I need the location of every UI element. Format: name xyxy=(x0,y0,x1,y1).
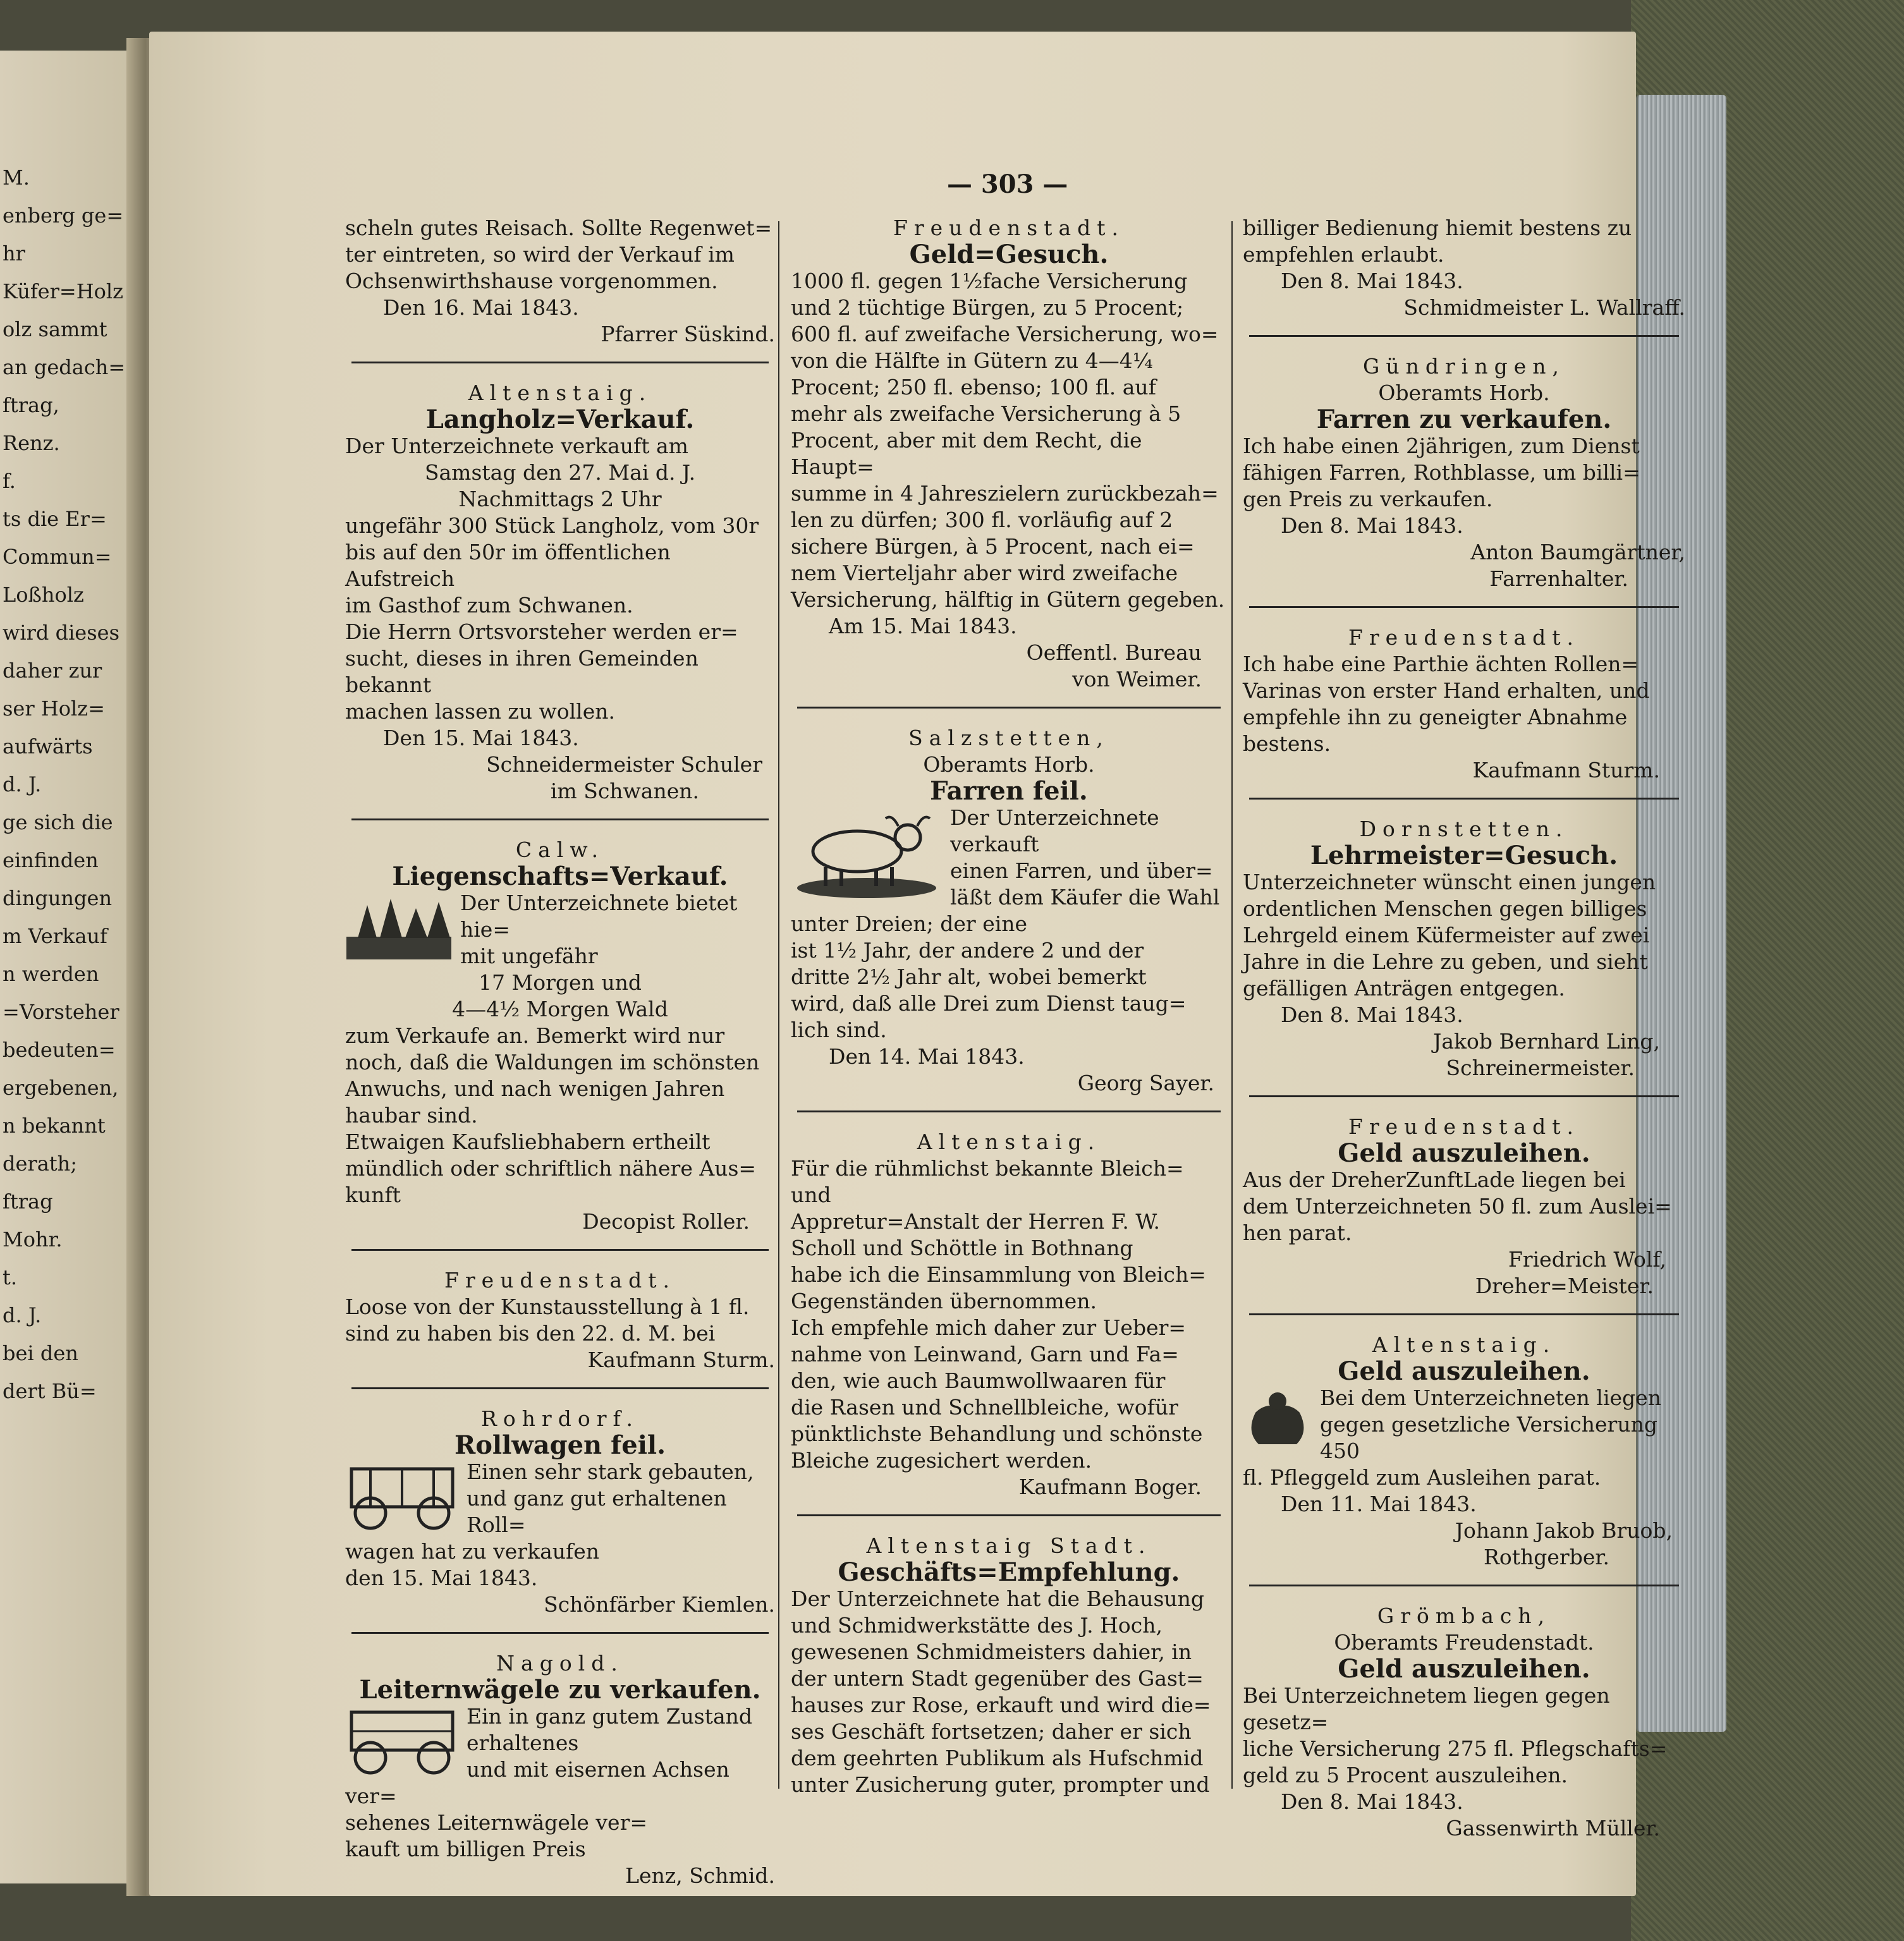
ad-signature: Kaufmann Sturm. xyxy=(587,1348,775,1372)
ad-heading: Leiternwägele zu verkaufen. xyxy=(359,1675,761,1705)
ad-pfarrer xyxy=(345,215,775,348)
text-line: Bleiche zugesichert werden. xyxy=(791,1448,1092,1473)
text-line: hen parat. xyxy=(1243,1220,1352,1245)
left-page-line: enberg ge= xyxy=(3,204,124,228)
ad-date: Den 8. Mai 1843. xyxy=(1281,1789,1463,1814)
ad-place: Salzstetten, xyxy=(908,726,1109,750)
left-page-line: ts die Er= xyxy=(3,507,107,531)
text-line: Ich habe eine Parthie ächten Rollen= xyxy=(1243,652,1639,676)
text-line: sind zu haben bis den 22. d. M. bei xyxy=(345,1321,716,1346)
ad-signature-line2: Farrenhalter. xyxy=(1489,566,1628,591)
ad-signature: Jakob Bernhard Ling, xyxy=(1433,1029,1660,1054)
column-rule xyxy=(1231,221,1233,1789)
ad-place: Altenstaig Stadt. xyxy=(866,1533,1152,1558)
ad-heading: Geld auszuleihen. xyxy=(1338,1138,1590,1168)
ad-wallraff xyxy=(1243,215,1685,321)
text-line: 17 Morgen und xyxy=(479,970,642,995)
divider xyxy=(797,1110,1221,1112)
left-page-line: Commun= xyxy=(3,545,112,569)
left-page-line: d. J. xyxy=(3,772,42,796)
ad-body xyxy=(791,1155,1227,1474)
ad-date: Den 15. Mai 1843. xyxy=(383,726,579,750)
ad-place: Altenstaig. xyxy=(917,1129,1101,1154)
ad-date: Den 8. Mai 1843. xyxy=(1281,1002,1463,1027)
left-page-line: Renz. xyxy=(3,431,60,455)
text-line: läßt dem Käufer die Wahl xyxy=(950,885,1220,910)
divider xyxy=(797,707,1221,709)
text-line: Für die rühmlichst bekannte Bleich= und xyxy=(791,1156,1184,1207)
text-line: unter Dreien; der eine xyxy=(791,911,1028,936)
divider xyxy=(1249,798,1679,800)
text-line: dem Unterzeichneten 50 fl. zum Auslei= xyxy=(1243,1194,1672,1219)
divider xyxy=(1249,1095,1679,1097)
ad-varinas xyxy=(1243,624,1685,784)
text-line: gewesenen Schmidmeisters dahier, in xyxy=(791,1640,1192,1664)
ad-place: Nagold. xyxy=(496,1651,624,1676)
ad-place: Altenstaig. xyxy=(468,380,652,405)
ad-heading: Liegenschafts=Verkauf. xyxy=(392,861,728,891)
divider xyxy=(351,1249,769,1251)
text-line: fl. Pfleggeld zum Ausleihen parat. xyxy=(1243,1465,1601,1490)
ad-heading: Farren zu verkaufen. xyxy=(1316,405,1612,434)
ad-rollwagen xyxy=(345,1406,775,1618)
text-line: ungefähr 300 Stück Langholz, vom 30r xyxy=(345,513,759,538)
ad-signature: Anton Baumgärtner, xyxy=(1470,540,1685,564)
ad-signature-line2: Dreher=Meister. xyxy=(1475,1274,1654,1298)
left-page-line: ftrag xyxy=(3,1190,53,1214)
divider xyxy=(1249,606,1679,608)
text-line: 4—4½ Morgen Wald xyxy=(452,997,668,1021)
ad-liegenschaft xyxy=(345,837,775,1235)
column-2 xyxy=(791,215,1227,1798)
text-line: unter Zusicherung guter, prompter und xyxy=(791,1772,1210,1797)
text-line: Samstag den 27. Mai d. J. xyxy=(424,460,696,485)
forest-icon xyxy=(345,892,453,962)
ad-body xyxy=(1243,651,1685,757)
text-line: und mit eisernen Achsen ver= xyxy=(345,1757,729,1808)
ad-signature: Georg Sayer. xyxy=(1077,1071,1214,1095)
text-line: der untern Stadt gegenüber des Gast= xyxy=(791,1666,1204,1691)
text-line: Lehrgeld einem Küfermeister auf zwei xyxy=(1243,923,1650,947)
text-line: kunft xyxy=(345,1183,401,1207)
left-page-text xyxy=(3,164,125,1416)
text-line: Ein in ganz gutem Zustand erhaltenes xyxy=(467,1704,752,1755)
ad-geschaefts-empfehlung xyxy=(791,1533,1227,1798)
text-line: Procent, aber mit dem Recht, die Haupt= xyxy=(791,428,1142,479)
divider xyxy=(351,362,769,363)
text-line: gegen gesetzliche Versicherung 450 xyxy=(1320,1412,1657,1463)
ad-body xyxy=(345,433,775,725)
right-page xyxy=(149,32,1685,1896)
ad-body xyxy=(345,1294,775,1347)
ladder-wagon-icon xyxy=(345,1706,459,1775)
bull-icon xyxy=(791,807,943,902)
ad-signature: Kaufmann Boger. xyxy=(1018,1475,1202,1499)
ad-geld-auszuleihen-2 xyxy=(1243,1332,1685,1571)
text-line: Appretur=Anstalt der Herren F. W. xyxy=(791,1209,1161,1234)
left-page-line: ser Holz= xyxy=(3,697,105,721)
text-line: ist 1½ Jahr, der andere 2 und der xyxy=(791,938,1144,963)
text-line: Unterzeichneter wünscht einen jungen xyxy=(1243,870,1656,894)
left-page-line: M. xyxy=(3,166,30,190)
left-page-line: aufwärts xyxy=(3,734,93,758)
text-line: Der Unterzeichnete bietet hie= xyxy=(460,891,738,942)
text-line: machen lassen zu wollen. xyxy=(345,699,615,724)
text-line: Der Unterzeichnete hat die Behausung xyxy=(791,1586,1205,1611)
text-line: wird, daß alle Drei zum Dienst taug= xyxy=(791,991,1187,1016)
ad-place: Freudenstadt. xyxy=(1348,1114,1580,1139)
ad-heading: Langholz=Verkauf. xyxy=(425,405,695,434)
wagon-icon xyxy=(345,1461,459,1531)
text-line: habe ich die Einsammlung von Bleich= xyxy=(791,1262,1206,1287)
text-line: ter eintreten, so wird der Verkauf im xyxy=(345,242,735,267)
text-line: pünktlichste Behandlung und schönste xyxy=(791,1421,1203,1446)
text-line: Einen sehr stark gebauten, xyxy=(467,1459,754,1484)
ad-place: Freudenstadt. xyxy=(893,216,1125,240)
ad-farren-feil xyxy=(791,725,1227,1097)
left-page-line: bedeuten= xyxy=(3,1038,116,1062)
ad-geld-auszuleihen-3 xyxy=(1243,1603,1685,1842)
ad-place-line2: Oberamts Horb. xyxy=(1378,380,1550,405)
text-line: Versicherung, hälftig in Gütern gegeben. xyxy=(791,587,1225,612)
ad-kunstausstellung xyxy=(345,1267,775,1373)
text-line: mit ungefähr xyxy=(460,944,598,968)
ad-signature: Schönfärber Kiemlen. xyxy=(544,1592,775,1617)
ad-place: Freudenstadt. xyxy=(444,1268,676,1293)
text-line: Aus der DreherZunftLade liegen bei xyxy=(1243,1167,1626,1192)
text-line: nem Vierteljahr aber wird zweifache xyxy=(791,561,1178,585)
ad-place: Gündringen, xyxy=(1363,354,1565,379)
left-page-line: dert Bü= xyxy=(3,1379,97,1403)
text-line: empfehlen erlaubt. xyxy=(1243,242,1444,267)
text-line: die Rasen und Schnellbleiche, wofür xyxy=(791,1395,1178,1420)
text-line: gefälligen Anträgen entgegen. xyxy=(1243,976,1565,1001)
text-line: Bei dem Unterzeichneten liegen xyxy=(1320,1385,1661,1410)
text-line: Der Unterzeichnete verkauft am xyxy=(345,434,688,458)
text-line: nahme von Leinwand, Garn und Fa= xyxy=(791,1342,1179,1366)
text-line: billiger Bedienung hiemit bestens zu xyxy=(1243,216,1632,240)
text-line: hauses zur Rose, erkauft und wird die= xyxy=(791,1693,1211,1717)
text-line: Ochsenwirthshause vorgenommen. xyxy=(345,269,718,293)
text-line: 1000 fl. gegen 1½fache Versicherung xyxy=(791,269,1188,293)
text-line: empfehle ihn zu geneigter Abnahme bestens. xyxy=(1243,705,1628,756)
text-line: 600 fl. auf zweifache Versicherung, wo= xyxy=(791,322,1219,346)
left-page-line: ergebenen, xyxy=(3,1076,119,1100)
text-line: und ganz gut erhaltenen Roll= xyxy=(467,1486,727,1537)
ad-signature: Schmidmeister L. Wallraff. xyxy=(1403,295,1685,320)
ad-place: Grömbach, xyxy=(1377,1603,1551,1628)
text-line: den 15. Mai 1843. xyxy=(345,1566,538,1590)
ad-farren-verkaufen xyxy=(1243,353,1685,592)
text-line: summe in 4 Jahreszielern zurückbezah= xyxy=(791,481,1219,506)
divider xyxy=(351,1387,769,1389)
ad-signature-line2: von Weimer. xyxy=(1071,667,1202,691)
text-line: den, wie auch Baumwollwaaren für xyxy=(791,1368,1166,1393)
text-line: im Gasthof zum Schwanen. xyxy=(345,593,633,618)
text-line: ses Geschäft fortsetzen; daher er sich xyxy=(791,1719,1192,1744)
text-line: Loose von der Kunstausstellung à 1 fl. xyxy=(345,1294,750,1319)
ad-date: Den 16. Mai 1843. xyxy=(383,295,579,320)
money-bag-icon xyxy=(1243,1387,1312,1451)
text-line: dem geehrten Publikum als Hufschmid xyxy=(791,1746,1204,1770)
ad-date: Den 8. Mai 1843. xyxy=(1281,513,1463,538)
divider xyxy=(1249,1313,1679,1315)
text-line: Die Herrn Ortsvorsteher werden er= xyxy=(345,619,738,644)
left-page-line: ftrag, xyxy=(3,393,59,417)
ad-body xyxy=(1243,433,1685,513)
left-page-line: ge sich die xyxy=(3,810,113,834)
ad-langholz xyxy=(345,380,775,805)
page-number: — 303 — xyxy=(947,169,1068,199)
text-line: noch, daß die Waldungen im schönsten xyxy=(345,1050,760,1074)
text-line: lich sind. xyxy=(791,1018,887,1042)
text-line: bis auf den 50r im öffentlichen Aufstreich xyxy=(345,540,671,591)
left-page-line: derath; xyxy=(3,1152,78,1176)
left-page xyxy=(0,51,145,1883)
ad-place-line2: Oberamts Horb. xyxy=(923,752,1095,777)
left-page-line: hr xyxy=(3,241,25,265)
left-page-line: daher zur xyxy=(3,659,102,683)
text-line: mehr als zweifache Versicherung à 5 xyxy=(791,401,1181,426)
ad-place: Altenstaig. xyxy=(1372,1332,1556,1357)
text-line: kauft um billigen Preis xyxy=(345,1837,586,1861)
text-line: sichere Bürgen, à 5 Procent, nach ei= xyxy=(791,534,1195,559)
ad-date: Den 8. Mai 1843. xyxy=(1281,269,1463,293)
ad-heading: Farren feil. xyxy=(930,776,1088,806)
divider xyxy=(1249,1585,1679,1586)
text-line: liche Versicherung 275 fl. Pflegschafts= xyxy=(1243,1736,1668,1761)
ad-geld-gesuch xyxy=(791,215,1227,693)
ad-place: Dornstetten. xyxy=(1359,817,1569,841)
left-page-line: dingungen xyxy=(3,886,113,910)
ad-body xyxy=(345,215,775,295)
text-line: geld zu 5 Procent auszuleihen. xyxy=(1243,1763,1568,1787)
ad-body xyxy=(1243,1167,1685,1246)
text-line: Varinas von erster Hand erhalten, und xyxy=(1243,678,1650,703)
text-line: wagen hat zu verkaufen xyxy=(345,1539,599,1564)
divider xyxy=(351,1632,769,1634)
text-line: len zu dürfen; 300 fl. vorläufig auf 2 xyxy=(791,508,1173,532)
text-line: sehenes Leiternwägele ver= xyxy=(345,1810,648,1835)
left-page-line: Loßholz xyxy=(3,583,84,607)
left-page-line: n bekannt xyxy=(3,1114,106,1138)
ad-signature-line2: im Schwanen. xyxy=(550,779,699,803)
ad-signature: Gassenwirth Müller. xyxy=(1446,1816,1660,1841)
ad-body xyxy=(791,268,1227,613)
divider xyxy=(351,818,769,820)
text-line: dritte 2½ Jahr alt, wobei bemerkt xyxy=(791,964,1147,989)
text-line: und Schmidwerkstätte des J. Hoch, xyxy=(791,1613,1163,1638)
text-line: Anwuchs, und nach wenigen Jahren xyxy=(345,1076,725,1101)
ad-place: Rohrdorf. xyxy=(480,1406,640,1431)
ad-leiternwaegele xyxy=(345,1650,775,1889)
text-line: von die Hälfte in Gütern zu 4—4¼ xyxy=(791,348,1153,373)
ad-signature-line2: Rothgerber. xyxy=(1484,1545,1609,1569)
ad-place: Calw. xyxy=(515,837,605,862)
text-line: sucht, dieses in ihren Gemeinden bekannt xyxy=(345,646,699,697)
text-line: gen Preis zu verkaufen. xyxy=(1243,487,1493,511)
ad-heading: Rollwagen feil. xyxy=(454,1430,666,1460)
text-line: haubar sind. xyxy=(345,1103,478,1128)
left-page-line: wird dieses xyxy=(3,621,120,645)
left-page-line: Küfer=Holz xyxy=(3,279,123,303)
ad-signature: Oeffentl. Bureau xyxy=(1026,640,1202,665)
divider xyxy=(797,1514,1221,1516)
ad-heading: Geschäfts=Empfehlung. xyxy=(838,1557,1180,1587)
ad-heading: Geld=Gesuch. xyxy=(909,240,1109,269)
left-page-line: d. J. xyxy=(3,1303,42,1327)
ad-date: Am 15. Mai 1843. xyxy=(829,614,1017,638)
text-line: einen Farren, und über= xyxy=(950,858,1213,883)
ad-place-line2: Oberamts Freudenstadt. xyxy=(1334,1630,1594,1655)
left-page-line: t. xyxy=(3,1265,18,1289)
left-page-line: =Vorsteher xyxy=(3,1000,119,1024)
left-page-line: bei den xyxy=(3,1341,78,1365)
ad-signature: Kaufmann Sturm. xyxy=(1472,758,1660,782)
text-line: Scholl und Schöttle in Bothnang xyxy=(791,1236,1133,1260)
ad-date: Den 11. Mai 1843. xyxy=(1281,1492,1477,1516)
text-line: Nachmittags 2 Uhr xyxy=(458,487,662,511)
ad-body xyxy=(1243,869,1685,1002)
ad-date: Den 14. Mai 1843. xyxy=(829,1044,1025,1069)
text-line: mündlich oder schriftlich nähere Aus= xyxy=(345,1156,757,1181)
text-line: und 2 tüchtige Bürgen, zu 5 Procent; xyxy=(791,295,1184,320)
ad-bleiche xyxy=(791,1129,1227,1500)
ad-place: Freudenstadt. xyxy=(1348,625,1580,650)
ad-signature-line2: Schreinermeister. xyxy=(1446,1056,1635,1080)
ad-body xyxy=(1243,215,1685,268)
ad-signature: Decopist Roller. xyxy=(582,1209,750,1234)
text-line: Gegenständen übernommen. xyxy=(791,1289,1097,1313)
left-page-line: einfinden xyxy=(3,848,99,872)
ad-heading: Geld auszuleihen. xyxy=(1338,1356,1590,1386)
ad-signature: Lenz, Schmid. xyxy=(625,1863,775,1888)
text-line: fähigen Farren, Rothblasse, um billi= xyxy=(1243,460,1640,485)
ad-heading: Geld auszuleihen. xyxy=(1338,1654,1590,1684)
ad-signature: Johann Jakob Bruob, xyxy=(1455,1518,1673,1543)
left-page-line: an gedach= xyxy=(3,355,126,379)
column-3 xyxy=(1243,215,1685,1842)
ad-signature: Friedrich Wolf, xyxy=(1508,1247,1666,1272)
text-line: scheln gutes Reisach. Sollte Regenwet= xyxy=(345,216,772,240)
text-line: Ich habe einen 2jährigen, zum Dienst xyxy=(1243,434,1640,458)
text-line: zum Verkaufe an. Bemerkt wird nur xyxy=(345,1023,725,1048)
ad-body xyxy=(791,1586,1227,1798)
ad-signature: Pfarrer Süskind. xyxy=(601,322,775,346)
left-page-line: Mohr. xyxy=(3,1227,63,1251)
ad-signature: Schneidermeister Schuler xyxy=(486,752,762,777)
text-line: Ich empfehle mich daher zur Ueber= xyxy=(791,1315,1187,1340)
left-page-line: f. xyxy=(3,469,16,493)
left-page-line: m Verkauf xyxy=(3,924,107,948)
text-line: ordentlichen Menschen gegen billiges xyxy=(1243,896,1647,921)
column-rule xyxy=(778,221,779,1789)
left-page-line: n werden xyxy=(3,962,99,986)
divider xyxy=(1249,335,1679,337)
ad-body xyxy=(1243,1682,1685,1789)
ad-lehrmeister xyxy=(1243,816,1685,1081)
text-line: Procent; 250 fl. ebenso; 100 fl. auf xyxy=(791,375,1156,399)
text-line: Etwaigen Kaufsliebhabern ertheilt xyxy=(345,1129,711,1154)
text-line: Der Unterzeichnete verkauft xyxy=(950,805,1159,856)
column-1 xyxy=(345,215,775,1889)
left-page-line: olz sammt xyxy=(3,317,107,341)
text-line: Jahre in die Lehre zu geben, und sieht xyxy=(1243,949,1648,974)
ad-geld-auszuleihen-1 xyxy=(1243,1114,1685,1299)
text-line: Bei Unterzeichnetem liegen gegen gesetz= xyxy=(1243,1683,1610,1734)
ad-heading: Lehrmeister=Gesuch. xyxy=(1310,841,1618,870)
